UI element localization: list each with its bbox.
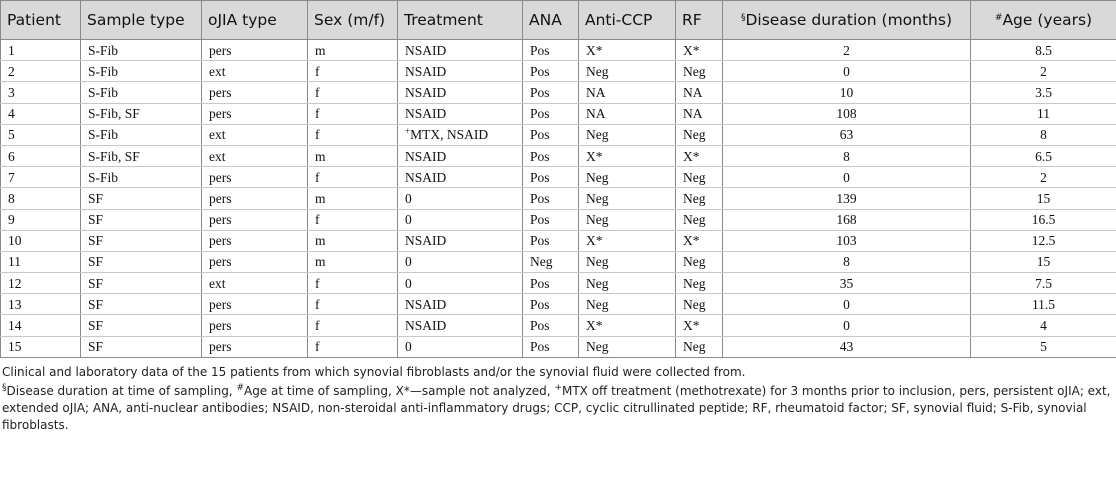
cell-sample-type: SF [81,273,202,294]
cell-rf: Neg [676,336,723,357]
cell-treatment [398,336,523,357]
cell-sample-type: SF [81,230,202,251]
treatment-label: NSAID [405,42,447,58]
cell-treatment [398,145,523,166]
cell-anti-ccp: Neg [579,188,676,209]
treatment-label: 0 [405,275,412,291]
cell-rf: NA [676,82,723,103]
cell-sample-type: SF [81,336,202,357]
cell-ana: Pos [523,188,579,209]
header-age-label: Age (years) [1002,11,1093,29]
cell-sample-type: S-Fib [81,124,202,145]
cell-patient: 9 [1,209,81,230]
cell-rf: Neg [676,273,723,294]
cell-rf: X* [676,315,723,336]
cell-ana: Pos [523,315,579,336]
header-age [971,1,1116,40]
cell-sex: f [308,209,398,230]
cell-rf: Neg [676,188,723,209]
cell-patient: 4 [1,103,81,124]
cell-ana: Pos [523,336,579,357]
cell-patient: 5 [1,124,81,145]
treatment-label: NSAID [405,233,447,249]
cell-ojia-type: pers [202,336,308,357]
treatment-label: NSAID [405,296,447,312]
table-row [1,103,1116,124]
table-header [1,1,1116,40]
cell-disease-duration: 35 [723,273,971,294]
treatment-label: 0 [405,339,412,355]
treatment-label: NSAID [405,148,447,164]
cell-ojia-type: pers [202,315,308,336]
cell-age: 8.5 [971,40,1116,61]
cell-anti-ccp: Neg [579,209,676,230]
cell-ana: Pos [523,294,579,315]
header-row [1,1,1116,40]
cell-rf: Neg [676,209,723,230]
cell-age: 11.5 [971,294,1116,315]
table-row [1,294,1116,315]
cell-sample-type: S-Fib [81,167,202,188]
cell-anti-ccp: Neg [579,61,676,82]
table-row [1,188,1116,209]
cell-ana: Pos [523,230,579,251]
cell-anti-ccp: Neg [579,124,676,145]
cell-patient: 3 [1,82,81,103]
cell-ana: Pos [523,273,579,294]
cell-anti-ccp: X* [579,145,676,166]
cell-anti-ccp: Neg [579,336,676,357]
cell-treatment [398,230,523,251]
cell-sample-type: SF [81,251,202,272]
cell-sex: m [308,251,398,272]
cell-age: 15 [971,251,1116,272]
cell-treatment [398,103,523,124]
cell-ojia-type: pers [202,82,308,103]
header-ojia-type: oJIA type [202,1,308,40]
cell-anti-ccp: Neg [579,273,676,294]
cell-treatment [398,209,523,230]
cell-disease-duration: 108 [723,103,971,124]
cell-age: 7.5 [971,273,1116,294]
treatment-label: NSAID [405,106,447,122]
cell-ojia-type: ext [202,124,308,145]
cell-disease-duration: 139 [723,188,971,209]
table-row [1,40,1116,61]
caption-footnotes [2,383,1112,434]
header-sex: Sex (m/f) [308,1,398,40]
cell-treatment [398,124,523,145]
treatment-label: MTX, NSAID [410,127,489,143]
header-anti-ccp: Anti-CCP [579,1,676,40]
cell-disease-duration: 0 [723,315,971,336]
cell-sex: m [308,145,398,166]
header-patient: Patient [1,1,81,40]
cell-sex: m [308,188,398,209]
cell-sex: f [308,273,398,294]
cell-patient: 12 [1,273,81,294]
table-row [1,124,1116,145]
footnote-abbreviations: MTX off treatment (methotrexate) for 3 months prior to inclusion, pers, persistent oJIA; ext, extended oJIA; ANA, anti-nuclear antibodies; NSAID, non-steroidal anti-inflammatory drugs; CCP, cyclic citrullinated peptide; RF, rheumatoid factor; SF, synovial fluid; S-Fib, synovial fibroblasts. [2,383,1111,432]
cell-age: 12.5 [971,230,1116,251]
footnote-duration: Disease duration at time of sampling, [6,383,237,398]
cell-patient: 14 [1,315,81,336]
cell-ana: Pos [523,40,579,61]
cell-anti-ccp: Neg [579,251,676,272]
cell-age: 5 [971,336,1116,357]
treatment-label: 0 [405,212,412,228]
table-row [1,273,1116,294]
cell-disease-duration: 8 [723,251,971,272]
cell-age: 16.5 [971,209,1116,230]
cell-treatment [398,251,523,272]
cell-sex: f [308,336,398,357]
table-row [1,336,1116,357]
cell-sex: f [308,124,398,145]
table-row [1,61,1116,82]
cell-rf: NA [676,103,723,124]
cell-rf: X* [676,230,723,251]
footnote-mark-hash: # [236,382,244,393]
cell-patient: 6 [1,145,81,166]
header-ana: ANA [523,1,579,40]
section-mark: § [740,13,746,23]
cell-sample-type: S-Fib [81,61,202,82]
cell-age: 3.5 [971,82,1116,103]
cell-age: 2 [971,61,1116,82]
cell-sample-type: SF [81,315,202,336]
cell-patient: 10 [1,230,81,251]
cell-patient: 13 [1,294,81,315]
cell-rf: Neg [676,124,723,145]
cell-sex: f [308,294,398,315]
cell-ojia-type: pers [202,103,308,124]
cell-disease-duration: 2 [723,40,971,61]
cell-sex: f [308,103,398,124]
cell-ojia-type: pers [202,294,308,315]
cell-rf: Neg [676,61,723,82]
cell-age: 8 [971,124,1116,145]
cell-ojia-type: pers [202,230,308,251]
footnote-age: Age at time of sampling, X*—sample not analyzed, [243,383,555,398]
cell-ana: Pos [523,103,579,124]
header-treatment: Treatment [398,1,523,40]
treatment-label: NSAID [405,63,447,79]
cell-ana: Pos [523,82,579,103]
cell-patient: 15 [1,336,81,357]
cell-age: 2 [971,167,1116,188]
cell-sex: f [308,315,398,336]
table-row [1,315,1116,336]
footnote-mark-section: § [2,382,7,393]
treatment-label: NSAID [405,169,447,185]
cell-sex: f [308,167,398,188]
cell-age: 11 [971,103,1116,124]
cell-anti-ccp: X* [579,230,676,251]
cell-ojia-type: pers [202,251,308,272]
treatment-label: NSAID [405,318,447,334]
header-rf: RF [676,1,723,40]
cell-age: 6.5 [971,145,1116,166]
cell-disease-duration: 0 [723,294,971,315]
table-row [1,251,1116,272]
treatment-label: 0 [405,254,412,270]
cell-disease-duration: 10 [723,82,971,103]
cell-ana: Neg [523,251,579,272]
cell-sex: f [308,82,398,103]
cell-rf: Neg [676,251,723,272]
cell-ojia-type: pers [202,40,308,61]
cell-patient: 1 [1,40,81,61]
caption-main: Clinical and laboratory data of the 15 patients from which synovial fibroblasts and/or the synovial fluid were collected from. [2,364,746,379]
table-row [1,82,1116,103]
cell-ana: Pos [523,209,579,230]
cell-disease-duration: 103 [723,230,971,251]
cell-sample-type: SF [81,188,202,209]
cell-age: 15 [971,188,1116,209]
cell-patient: 11 [1,251,81,272]
cell-ojia-type: pers [202,167,308,188]
cell-sex: m [308,230,398,251]
cell-ojia-type: pers [202,209,308,230]
cell-treatment [398,167,523,188]
cell-rf: Neg [676,294,723,315]
treatment-label: NSAID [405,84,447,100]
table-row [1,145,1116,166]
cell-ojia-type: pers [202,188,308,209]
header-disease-duration [723,1,971,40]
cell-treatment [398,294,523,315]
cell-disease-duration: 0 [723,61,971,82]
cell-anti-ccp: NA [579,82,676,103]
cell-sample-type: S-Fib [81,40,202,61]
treatment-label: 0 [405,190,412,206]
cell-patient: 8 [1,188,81,209]
cell-ana: Pos [523,145,579,166]
cell-sex: f [308,61,398,82]
table-row [1,230,1116,251]
cell-treatment [398,273,523,294]
cell-anti-ccp: Neg [579,167,676,188]
cell-disease-duration: 8 [723,145,971,166]
cell-ojia-type: ext [202,273,308,294]
cell-rf: X* [676,145,723,166]
cell-sample-type: SF [81,294,202,315]
cell-rf: Neg [676,167,723,188]
cell-patient: 7 [1,167,81,188]
table-row [1,209,1116,230]
header-disease-duration-label: Disease duration (months) [745,11,953,29]
cell-sample-type: S-Fib, SF [81,145,202,166]
cell-rf: X* [676,40,723,61]
cell-anti-ccp: X* [579,315,676,336]
cell-patient: 2 [1,61,81,82]
cell-age: 4 [971,315,1116,336]
cell-ana: Pos [523,124,579,145]
cell-disease-duration: 63 [723,124,971,145]
hash-mark: # [994,13,1003,23]
cell-treatment [398,40,523,61]
cell-ojia-type: ext [202,145,308,166]
cell-disease-duration: 0 [723,167,971,188]
cell-anti-ccp: Neg [579,294,676,315]
treatment-mark: + [405,126,411,137]
cell-anti-ccp: X* [579,40,676,61]
table-row [1,167,1116,188]
cell-ana: Pos [523,167,579,188]
header-sample-type: Sample type [81,1,202,40]
cell-treatment [398,315,523,336]
cell-treatment [398,82,523,103]
cell-ana: Pos [523,61,579,82]
cell-disease-duration: 43 [723,336,971,357]
cell-treatment [398,188,523,209]
table-caption [0,358,1116,434]
cell-disease-duration: 168 [723,209,971,230]
cell-ojia-type: ext [202,61,308,82]
cell-sample-type: SF [81,209,202,230]
table-body [1,40,1116,358]
footnote-mark-plus: + [554,382,562,393]
cell-treatment [398,61,523,82]
cell-sex: m [308,40,398,61]
cell-anti-ccp: NA [579,103,676,124]
cell-sample-type: S-Fib, SF [81,103,202,124]
cell-sample-type: S-Fib [81,82,202,103]
